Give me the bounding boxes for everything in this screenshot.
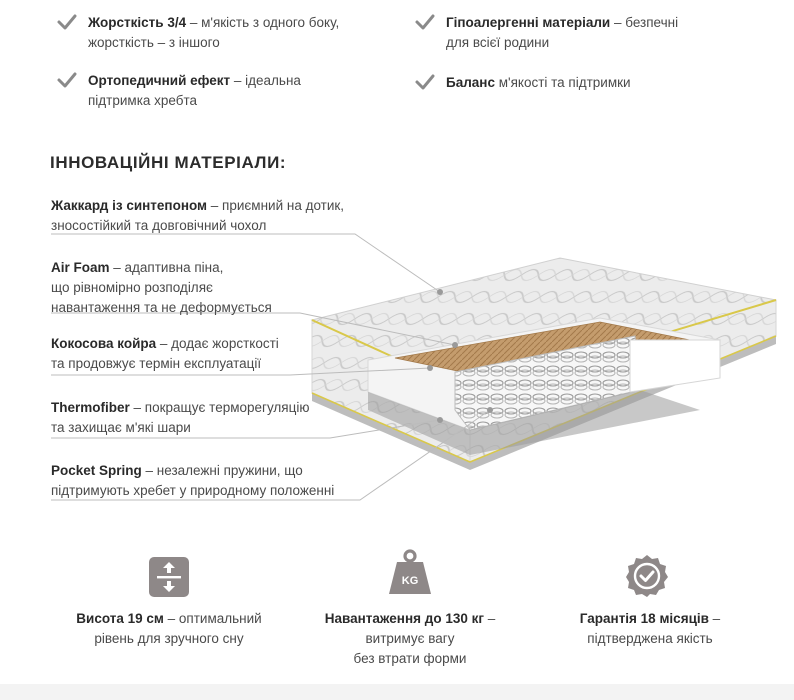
mattress-side-right (470, 300, 776, 462)
benefit-guarantee: Гарантія 18 місяців – підтверджена якість (579, 611, 721, 646)
benefit-height: Висота 19 см – оптимальний рівень для зручного сну (76, 611, 262, 646)
material-air-foam: Air Foam – адаптивна піна, що рівномірно розподіляє навантаження та не деформується (51, 260, 272, 315)
material-thermofiber: Thermofiber – покращує терморегуляцію та захищає м'які шари (51, 400, 310, 435)
feature-text: Ортопедичний ефект – ідеальна підтримка хребта (88, 73, 301, 108)
height-icon (148, 556, 190, 598)
bottom-bar (0, 684, 794, 700)
mattress-base (312, 336, 776, 470)
coir-layer (395, 322, 700, 384)
feature-text: Баланс м'якості та підтримки (446, 75, 631, 90)
material-coir: Кокосова койра – додає жорсткості та продовжує термін експлуатації (51, 336, 279, 371)
guarantee-badge-icon (625, 554, 669, 598)
mattress-side-left (312, 320, 470, 462)
material-pocket-spring: Pocket Spring – незалежні пружини, що підтримують хребет у природному положенні (51, 463, 335, 498)
benefit-load: Навантаження до 130 кг – витримує вагу без втрати форми (324, 611, 496, 666)
feature-orthopedic (56, 71, 301, 111)
weight-kg-label: KG (401, 575, 419, 587)
check-icon (56, 69, 78, 91)
weight-kg-icon (387, 548, 433, 598)
feature-balance (414, 73, 631, 93)
mattress-top (312, 258, 776, 392)
mattress-piping (312, 300, 776, 392)
feature-firmness (56, 13, 339, 53)
material-jacquard: Жаккард із синтепоном – приємний на дотик, зносостійкий та довговічний чохол (51, 198, 345, 233)
check-icon (56, 11, 78, 33)
foam-frame (368, 318, 720, 430)
air-foam-block (630, 340, 720, 392)
feature-text: Гіпоалергенні матеріали – безпечні для всієї родини (446, 15, 679, 50)
check-icon (414, 11, 436, 33)
pocket-spring-block (455, 336, 640, 430)
thermofiber-layer (368, 390, 700, 455)
feature-hypoallergenic (414, 13, 678, 53)
section-title: ІННОВАЦІЙНІ МАТЕРІАЛИ: (50, 153, 287, 172)
check-icon (414, 71, 436, 93)
feature-text: Жорсткість 3/4 – м'якість з одного боку, жорсткість – з іншого (88, 15, 340, 50)
